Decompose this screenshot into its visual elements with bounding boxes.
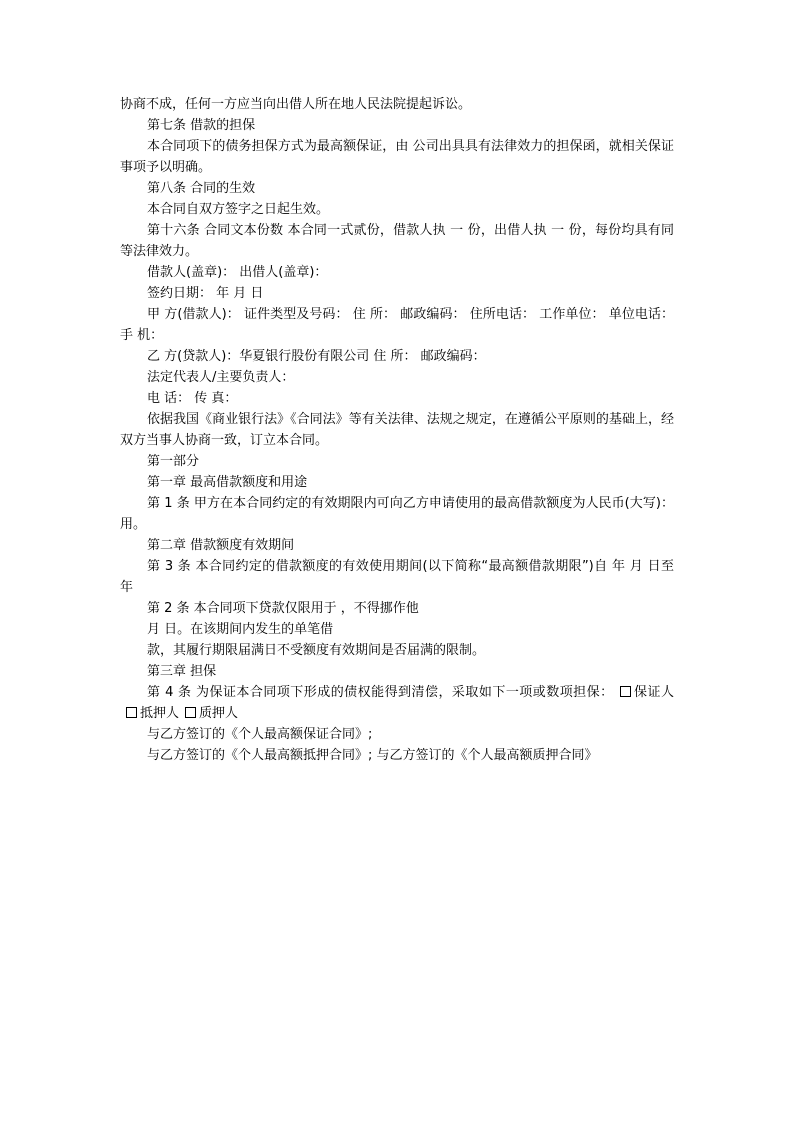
phone-fax-line: 电 话： 传 真： xyxy=(147,391,238,406)
sign-date-line: 签约日期： 年 月 日 xyxy=(147,286,264,301)
chapter-heading: 第三章 担保 xyxy=(147,664,217,679)
option-mortgagor-label: 抵押人 xyxy=(140,706,180,721)
paragraph: 与乙方签订的《个人最高额保证合同》; xyxy=(147,727,373,742)
article-4 xyxy=(120,682,674,724)
checkbox-pledgor[interactable] xyxy=(185,707,196,718)
paragraph: 款，其履行期限届满日不受额度有效期间是否届满的限制。 xyxy=(147,643,486,658)
part-heading: 第一部分 xyxy=(147,454,200,469)
legal-rep-line: 法定代表人/主要负责人： xyxy=(147,370,295,385)
checkbox-mortgagor[interactable] xyxy=(126,707,137,718)
paragraph: 第十六条 合同文本份数 本合同一式贰份，借款人执 一 份，出借人执 一 份，每份均具有同等法律效力。 xyxy=(120,223,674,259)
paragraph: 本合同自双方签字之日起生效。 xyxy=(147,202,330,217)
chapter-heading: 第一章 最高借款额度和用途 xyxy=(147,475,308,490)
article-heading: 第八条 合同的生效 xyxy=(147,181,256,196)
paragraph: 与乙方签订的《个人最高额抵押合同》; 与乙方签订的《个人最高额质押合同》 xyxy=(147,748,598,763)
checkbox-guarantor[interactable] xyxy=(620,686,631,697)
paragraph: 依据我国《商业银行法》《合同法》等有关法律、法规之规定，在遵循公平原则的基础上，经双方当事人协商一致，订立本合同。 xyxy=(120,412,674,448)
article-2: 第 2 条 本合同项下贷款仅限用于 ，不得挪作他 xyxy=(147,601,419,616)
party-a-info: 甲 方(借款人)： 证件类型及号码： 住 所： 邮政编码： 住所电话： 工作单位： 单位电话： 手 机： xyxy=(120,307,674,343)
signature-line: 借款人(盖章)： 出借人(盖章)： xyxy=(147,265,328,280)
option-pledgor-label: 质押人 xyxy=(199,706,239,721)
paragraph: 月 日。在该期间内发生的单笔借 xyxy=(147,622,334,637)
option-guarantor-label: 保证人 xyxy=(633,685,674,700)
article-1: 第 1 条 甲方在本合同约定的有效期限内可向乙方申请使用的最高借款额度为人民币(大写)： 用。 xyxy=(120,496,674,532)
article-heading: 第七条 借款的担保 xyxy=(147,118,256,133)
chapter-heading: 第二章 借款额度有效期间 xyxy=(147,538,295,553)
paragraph: 本合同项下的债务担保方式为最高额保证，由 公司出具具有法律效力的担保函，就相关保证事项予以明确。 xyxy=(120,139,674,175)
article-4-text: 第 4 条 为保证本合同项下形成的债权能得到清偿，采取如下一项或数项担保： xyxy=(147,685,614,700)
article-3: 第 3 条 本合同约定的借款额度的有效使用期间(以下简称“最高额借款期限”)自 年 月 日至 年 xyxy=(120,559,674,595)
party-b-info: 乙 方(贷款人)：华夏银行股份有限公司 住 所： 邮政编码： xyxy=(147,349,486,364)
paragraph: 协商不成，任何一方应当向出借人所在地人民法院提起诉讼。 xyxy=(120,97,472,112)
